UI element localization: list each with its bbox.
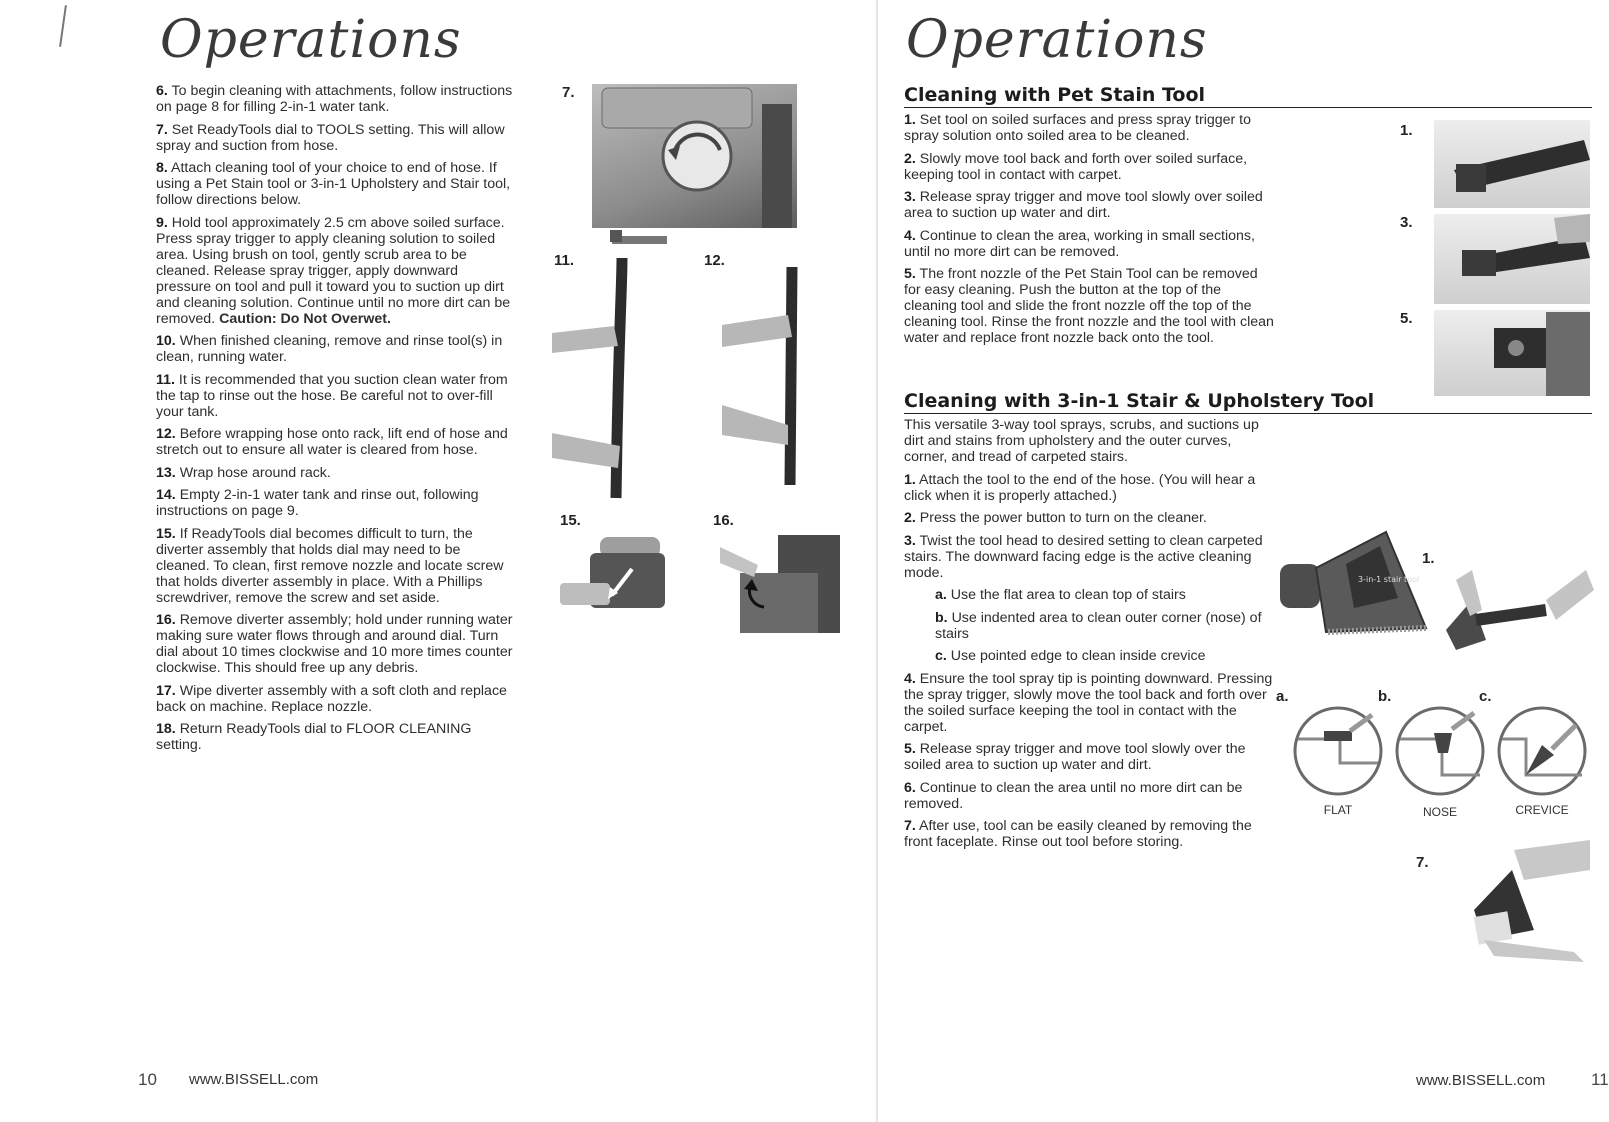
substep-letter: c. (935, 648, 947, 664)
pet-figure-5-label: 5. (1400, 310, 1413, 327)
step-number: 11. (156, 371, 175, 388)
page-title: Operations (906, 10, 1208, 70)
step-text: Release spray trigger and move tool slowly over soiled area to suction up water and dirt. (904, 189, 1263, 221)
step-number: 3. (904, 189, 916, 205)
step-text: Wipe diverter assembly with a soft cloth and replace back on machine. Replace nozzle. (156, 682, 507, 715)
substep-text: Use indented area to clean outer corner (nose) of stairs (935, 609, 1262, 642)
pet-figure-3-photo (1434, 214, 1590, 304)
pet-stain-steps (904, 112, 1274, 353)
tool-label-text: 3-in-1 stair tool (1358, 575, 1420, 584)
step-7 (904, 818, 1274, 850)
figure-11-hose-tap (552, 228, 682, 508)
figure-11-label: 11. (554, 252, 575, 269)
caption-nose: NOSE (1422, 805, 1457, 819)
step-number: 6. (156, 83, 168, 99)
step-number: 9. (156, 214, 168, 231)
substep-text: Use pointed edge to clean inside crevice (950, 648, 1206, 664)
step-number: 6. (904, 779, 916, 796)
step-text: The front nozzle of the Pet Stain Tool can be removed for easy cleaning. Push the button at the top of the cleaning tool and slide the front nozzle off the top of the cleaning tool. Rinse the front nozzle and the tool with clean water and replace front nozzle back onto the tool. (904, 266, 1274, 346)
step-17 (156, 683, 516, 715)
step-11 (156, 372, 516, 420)
step-text: Set ReadyTools dial to TOOLS setting. This will allow spray and suction from hose. (156, 121, 505, 154)
step-4 (904, 228, 1274, 260)
section-heading-pet-stain: Cleaning with Pet Stain Tool (904, 84, 1592, 108)
step-number: 8. (156, 160, 168, 176)
figure-16-label: 16. (713, 512, 734, 529)
step-number: 7. (904, 818, 916, 834)
stair-figure-7-faceplate-photo (1454, 840, 1590, 962)
step-text: Continue to clean the area, working in small sections, until no more dirt can be removed. (904, 227, 1255, 260)
pet-figure-1-label: 1. (1400, 122, 1413, 139)
figure-12-label: 12. (704, 252, 725, 269)
substep-a (935, 587, 1274, 603)
step-number: 17. (156, 682, 176, 699)
page-number: 11 (1591, 1070, 1609, 1089)
step-number: 1. (904, 471, 916, 488)
step-number: 5. (904, 741, 916, 757)
pet-figure-1-photo (1434, 120, 1590, 208)
substep-letter: a. (935, 587, 947, 603)
step-text: If ReadyTools dial becomes difficult to turn, the diverter assembly that holds dial may need to be cleaned. To clean, first remove nozzle and locate screw that holds diverter assembly in place. With a Phillips screwdriver, remove the screw and set aside. (156, 525, 504, 606)
stair-tool-illustration (1276, 528, 1428, 646)
step-text: Twist the tool head to desired setting to clean carpeted stairs. The downward facing edge is the active cleaning mode. (904, 532, 1263, 581)
step-number: 15. (156, 525, 176, 542)
step-number: 7. (156, 121, 168, 138)
steps-list (156, 83, 516, 760)
figure-15-nozzle-removal (560, 535, 675, 622)
section-heading-stair-tool: Cleaning with 3-in-1 Stair & Upholstery Tool (904, 390, 1592, 414)
stair-figure-1-label: 1. (1422, 550, 1435, 567)
step-text: Wrap hose around rack. (179, 464, 331, 481)
step-text: Attach the tool to the end of the hose. (You will hear a click when it is properly attached.) (904, 471, 1256, 504)
website-link: www.BISSELL.com (1416, 1072, 1546, 1089)
crevice-mode-circle (1496, 705, 1588, 797)
stair-figure-1-attach-photo (1436, 560, 1594, 660)
step-text: Return ReadyTools dial to FLOOR CLEANING setting. (156, 721, 472, 753)
substep-text: Use the flat area to clean top of stairs (950, 587, 1186, 603)
figure-16-diverter (720, 535, 840, 633)
step-text: Ensure the tool spray tip is pointing downward. Pressing the spray trigger, slowly move the tool back and forth over the soiled surface keeping the tool in contact with the carpet. (904, 670, 1273, 735)
step-5 (904, 266, 1274, 346)
step-number: 2. (904, 150, 916, 167)
step-text: Before wrapping hose onto rack, lift end of hose and stretch out to ensure all water is cleared from hose. (156, 426, 508, 458)
step-number: 3. (904, 532, 916, 549)
caption-crevice: CREVICE (1515, 803, 1569, 817)
right-page (876, 0, 1609, 1122)
substep-c (935, 648, 1274, 664)
step-7 (156, 122, 516, 154)
step-text: To begin cleaning with attachments, follow instructions on page 8 for filling 2-in-1 water tank. (156, 83, 513, 115)
figure-7-dial-photo (592, 84, 797, 228)
step-text: Attach cleaning tool of your choice to end of hose. If using a Pet Stain tool or 3-in-1 Upholstery and Stair tool, follow directions below. (156, 160, 511, 208)
step-number: 5. (904, 266, 916, 282)
section-intro: This versatile 3-way tool sprays, scrubs, and suctions up dirt and stains from upholstery and the outer curves, corner, and tread of carpeted stairs. (904, 417, 1259, 465)
step-number: 18. (156, 721, 176, 737)
step-3 (904, 189, 1274, 221)
readytools-dial-icon (592, 84, 797, 228)
step-6 (156, 83, 516, 115)
step-number: 10. (156, 333, 176, 349)
step-10 (156, 333, 516, 365)
step-text: Empty 2-in-1 water tank and rinse out, following instructions on page 9. (156, 487, 479, 519)
step-text: Set tool on soiled surfaces and press spray trigger to spray solution onto soiled area to be cleaned. (904, 112, 1252, 144)
step-2 (904, 510, 1274, 526)
step-16 (156, 612, 516, 676)
step-text: Press the power button to turn on the cleaner. (919, 510, 1207, 526)
figure-7-label: 7. (562, 84, 575, 101)
page-title: Operations (160, 10, 462, 70)
step-14 (156, 487, 516, 519)
nose-mode-circle (1394, 705, 1486, 797)
step-text: After use, tool can be easily cleaned by removing the front faceplate. Rinse out tool before storing. (904, 818, 1252, 850)
step-text: When finished cleaning, remove and rinse tool(s) in clean, running water. (156, 333, 503, 365)
step-2 (904, 151, 1274, 183)
step-number: 1. (904, 112, 916, 128)
step-number: 12. (156, 426, 176, 442)
step-text: It is recommended that you suction clean water from the tap to rinse out the hose. Be careful not to over-fill your tank. (156, 371, 508, 420)
step-text: Release spray trigger and move tool slowly over the soiled area to suction up water and dirt. (904, 741, 1246, 773)
stair-figure-a-label: a. (1276, 688, 1289, 705)
step-text: Hold tool approximately 2.5 cm above soiled surface. Press spray trigger to apply cleaning solution to soiled area. Using brush on tool, gently scrub area to be cleaned. Release spray trigger, apply downward pressure on tool and pull it toward you to suction up dirt and cleaning solution. Continue until no more dirt can be removed. (156, 214, 511, 327)
pet-figure-3-label: 3. (1400, 214, 1413, 231)
step-13 (156, 465, 516, 481)
figure-12-hose-stretch (722, 265, 817, 490)
caption-flat: FLAT (1323, 803, 1353, 817)
stair-figure-b-label: b. (1378, 688, 1392, 705)
step-18 (156, 721, 516, 753)
step-4 (904, 671, 1274, 735)
page-number: 10 (138, 1070, 157, 1089)
step-1 (904, 112, 1274, 144)
step-12 (156, 426, 516, 458)
figure-15-label: 15. (560, 512, 581, 529)
stair-figure-7-label: 7. (1416, 854, 1429, 871)
step-number: 4. (904, 227, 916, 244)
step-text: Continue to clean the area until no more dirt can be removed. (904, 779, 1243, 812)
flat-mode-circle (1292, 705, 1384, 797)
step-15 (156, 526, 516, 606)
pet-figure-5-photo (1434, 310, 1590, 396)
step-number: 13. (156, 464, 176, 481)
step-5 (904, 741, 1274, 773)
step-9 (156, 215, 516, 327)
step-number: 16. (156, 612, 176, 628)
step-number: 4. (904, 670, 916, 687)
substep-b (935, 610, 1274, 642)
step-1 (904, 472, 1274, 504)
step-text: Slowly move tool back and forth over soiled surface, keeping tool in contact with carpet. (904, 150, 1248, 183)
step-number: 2. (904, 510, 916, 526)
caution-text: Caution: Do Not Overwet. (219, 310, 391, 327)
step-3 (904, 533, 1274, 581)
step-8 (156, 160, 516, 208)
substep-letter: b. (935, 609, 948, 626)
stair-tool-steps (904, 417, 1274, 857)
step-text: Remove diverter assembly; hold under running water making sure water flows through and around dial. Turn dial about 10 times clockwise and 10 more times counter clockwise. This should free up any debris. (156, 612, 513, 676)
step-number: 14. (156, 487, 176, 503)
stair-figure-c-label: c. (1479, 688, 1492, 705)
website-link: www.BISSELL.com (189, 1071, 319, 1088)
step-6 (904, 780, 1274, 812)
